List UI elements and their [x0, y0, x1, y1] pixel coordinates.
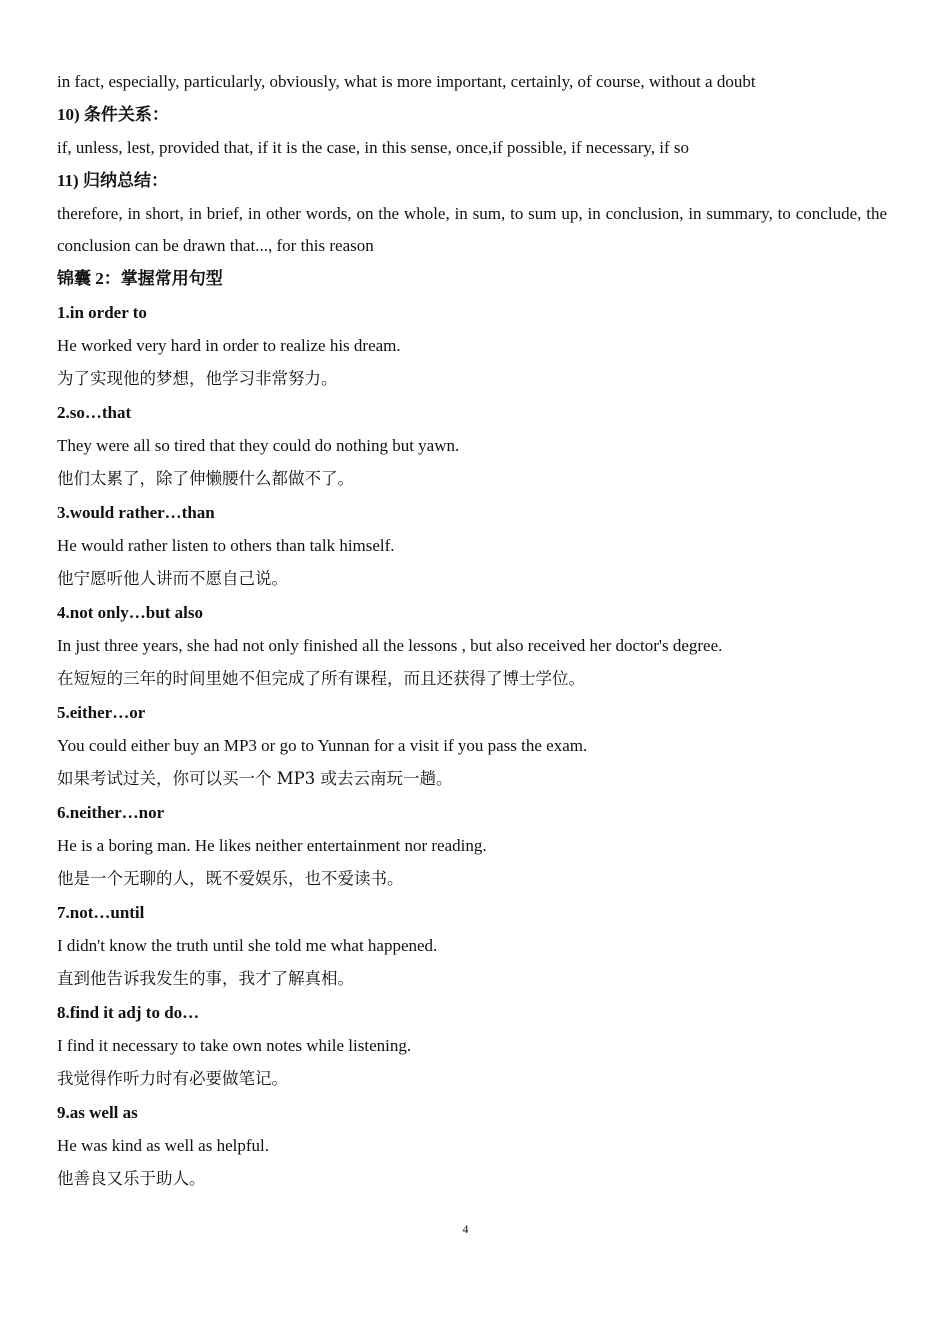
pattern-translation: 他善良又乐于助人。	[57, 1169, 206, 1188]
pattern-title: 4.not only…but also	[57, 603, 203, 622]
pattern-example: I didn't know the truth until she told me what happened.	[57, 936, 438, 955]
pattern-example: He would rather listen to others than talk himself.	[57, 536, 395, 555]
pattern-item	[57, 896, 887, 996]
pattern-example: You could either buy an MP3 or go to Yunnan for a visit if you pass the exam.	[57, 736, 588, 755]
section-heading: 锦囊 2：掌握常用句型	[57, 269, 223, 288]
pattern-title: 9.as well as	[57, 1103, 138, 1122]
pattern-item	[57, 796, 887, 896]
pattern-translation: 直到他告诉我发生的事，我才了解真相。	[57, 969, 354, 988]
pattern-item	[57, 596, 887, 696]
pattern-translation: 在短短的三年的时间里她不但完成了所有课程，而且还获得了博士学位。	[57, 669, 585, 688]
emphasis-words: in fact, especially, particularly, obviously, what is more important, certainly, of course, without a doubt	[57, 72, 756, 91]
pattern-translation: 他宁愿听他人讲而不愿自己说。	[57, 569, 288, 588]
pattern-example: He was kind as well as helpful.	[57, 1136, 269, 1155]
pattern-title: 7.not…until	[57, 903, 145, 922]
pattern-item	[57, 996, 887, 1096]
pattern-title: 5.either…or	[57, 703, 146, 722]
pattern-translation: 如果考试过关，你可以买一个 MP3 或去云南玩一趟。	[57, 769, 453, 788]
pattern-title: 3.would rather…than	[57, 503, 215, 522]
pattern-translation: 为了实现他的梦想，他学习非常努力。	[57, 369, 338, 388]
pattern-item	[57, 696, 887, 796]
pattern-item	[57, 296, 887, 396]
condition-heading: 10) 条件关系：	[57, 105, 169, 124]
pattern-translation: 他是一个无聊的人，既不爱娱乐，也不爱读书。	[57, 869, 404, 888]
pattern-example: I find it necessary to take own notes while listening.	[57, 1036, 412, 1055]
pattern-item	[57, 1096, 887, 1196]
document-page	[57, 66, 887, 1196]
pattern-example: They were all so tired that they could do nothing but yawn.	[57, 436, 460, 455]
pattern-example: In just three years, she had not only finished all the lessons , but also received her doctor's degree.	[57, 636, 723, 655]
pattern-title: 2.so…that	[57, 403, 132, 422]
pattern-translation: 他们太累了，除了伸懒腰什么都做不了。	[57, 469, 354, 488]
pattern-example: He worked very hard in order to realize his dream.	[57, 336, 401, 355]
pattern-title: 6.neither…nor	[57, 803, 165, 822]
pattern-item	[57, 396, 887, 496]
page-number: 4	[462, 1222, 469, 1236]
pattern-item	[57, 496, 887, 596]
summary-words: therefore, in short, in brief, in other words, on the whole, in sum, to sum up, in conclusion, in summary, to conclude, the conclusion can be drawn that..., for this reason	[57, 204, 887, 255]
pattern-title: 1.in order to	[57, 303, 147, 322]
pattern-translation: 我觉得作听力时有必要做笔记。	[57, 1069, 288, 1088]
pattern-title: 8.find it adj to do…	[57, 1003, 200, 1022]
condition-words: if, unless, lest, provided that, if it is the case, in this sense, once,if possible, if necessary, if so	[57, 138, 690, 157]
pattern-example: He is a boring man. He likes neither entertainment nor reading.	[57, 836, 487, 855]
summary-heading: 11) 归纳总结：	[57, 171, 168, 190]
